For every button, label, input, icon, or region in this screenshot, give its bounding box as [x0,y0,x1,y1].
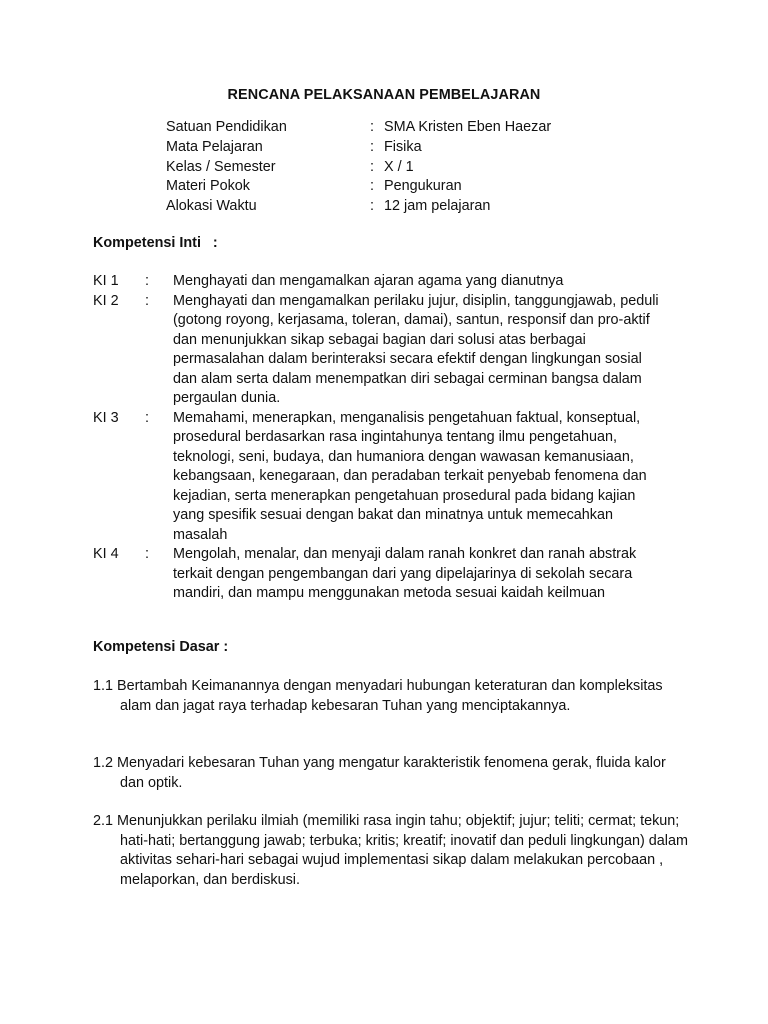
ki-text: Menghayati dan mengamalkan perilaku jujur, disiplin, tanggungjawab, peduli (gotong royong, kerjasama, toleran, damai), santun, responsif dan pro-aktif dan menunjukkan sikap sebagai bagian dari solusi atas berbagai permasalahan dalam berinteraksi secara efektif dengan lingkungan sosial dan alam serta dalam menempatkan diri sebagai cerminan bangsa dalam pergaulan dunia. [173,292,659,406]
identity-separator: : [370,198,374,215]
ki-number: KI 4 [93,546,119,562]
ki-item [93,292,693,409]
kd-text: 2.1 Menunjukkan perilaku ilmiah (memiliki rasa ingin tahu; objektif; jujur; teliti; cermat; tekun; hati-hati; bertanggung jawab; terbuka; kritis; kreatif; inovatif dan peduli lingkungan) dalam aktivitas sehari-hari sebagai wujud implementasi sikap dalam melakukan percobaan , melaporkan, dan berdiskusi. [93,813,688,888]
ki-separator: : [145,409,149,426]
identity-label: Kelas / Semester [166,158,276,175]
document-title: RENCANA PELAKSANAAN PEMBELAJARAN [227,87,541,103]
identity-value: 12 jam pelajaran [384,198,491,215]
identity-label: Materi Pokok [166,178,250,195]
identity-label: Alokasi Waktu [166,198,257,215]
identity-separator: : [370,138,374,155]
kompetensi-dasar-item [93,754,693,793]
identity-label: Satuan Pendidikan [166,119,287,135]
ki-text: Mengolah, menalar, dan menyaji dalam ranah konkret dan ranah abstrak terkait dengan pengembangan dari yang dipelajarinya di sekolah secara mandiri, dan mampu menggunakan metoda sesuai kaidah keilmuan [173,546,637,601]
identity-value: Fisika [384,138,422,155]
identity-row [166,197,551,217]
identity-table [166,118,551,217]
ki-number: KI 3 [93,409,119,426]
kd-text: 1.2 Menyadari kebesaran Tuhan yang mengatur karakteristik fenomena gerak, fluida kalor dan optik. [93,755,666,791]
identity-value: SMA Kristen Eben Haezar [384,119,552,135]
ki-separator: : [145,546,149,562]
ki-number: KI 2 [93,292,119,309]
kompetensi-inti-list [93,272,693,604]
ki-number: KI 1 [93,273,119,289]
identity-row [166,177,551,197]
kompetensi-dasar-item [93,677,693,716]
ki-text: Menghayati dan mengamalkan ajaran agama yang dianutnya [173,273,564,289]
identity-separator: : [370,158,374,175]
ki-item [93,409,693,546]
identity-row [166,118,551,138]
identity-separator: : [370,178,374,195]
ki-separator: : [145,292,149,309]
identity-value: Pengukuran [384,178,462,195]
ki-text: Memahami, menerapkan, menganalisis pengetahuan faktual, konseptual, prosedural berdasarkan rasa ingintahunya tentang ilmu pengetahuan, teknologi, seni, budaya, dan humaniora dengan wawasan kemanusiaan, kebangsaan, kenegaraan, dan peradaban terkait penyebab fenomena dan kejadian, serta menerapkan pengetahuan prosedural pada bidang kajian yang spesifik sesuai dengan bakat dan minatnya untuk memecahkan masalah [173,409,647,543]
identity-label: Mata Pelajaran [166,138,263,155]
identity-value: X / 1 [384,158,414,175]
ki-item [93,272,693,292]
ki-item [93,545,693,604]
kd-text: 1.1 Bertambah Keimanannya dengan menyadari hubungan keteraturan dan kompleksitas alam dan jagat raya terhadap kebesaran Tuhan yang menciptakannya. [93,678,663,714]
identity-row [166,158,551,178]
kompetensi-dasar-heading: Kompetensi Dasar : [93,639,229,655]
identity-separator: : [370,119,374,135]
identity-row [166,138,551,158]
kompetensi-dasar-item [93,812,693,890]
ki-separator: : [145,273,149,289]
kompetensi-inti-heading: Kompetensi Inti : [93,235,218,251]
